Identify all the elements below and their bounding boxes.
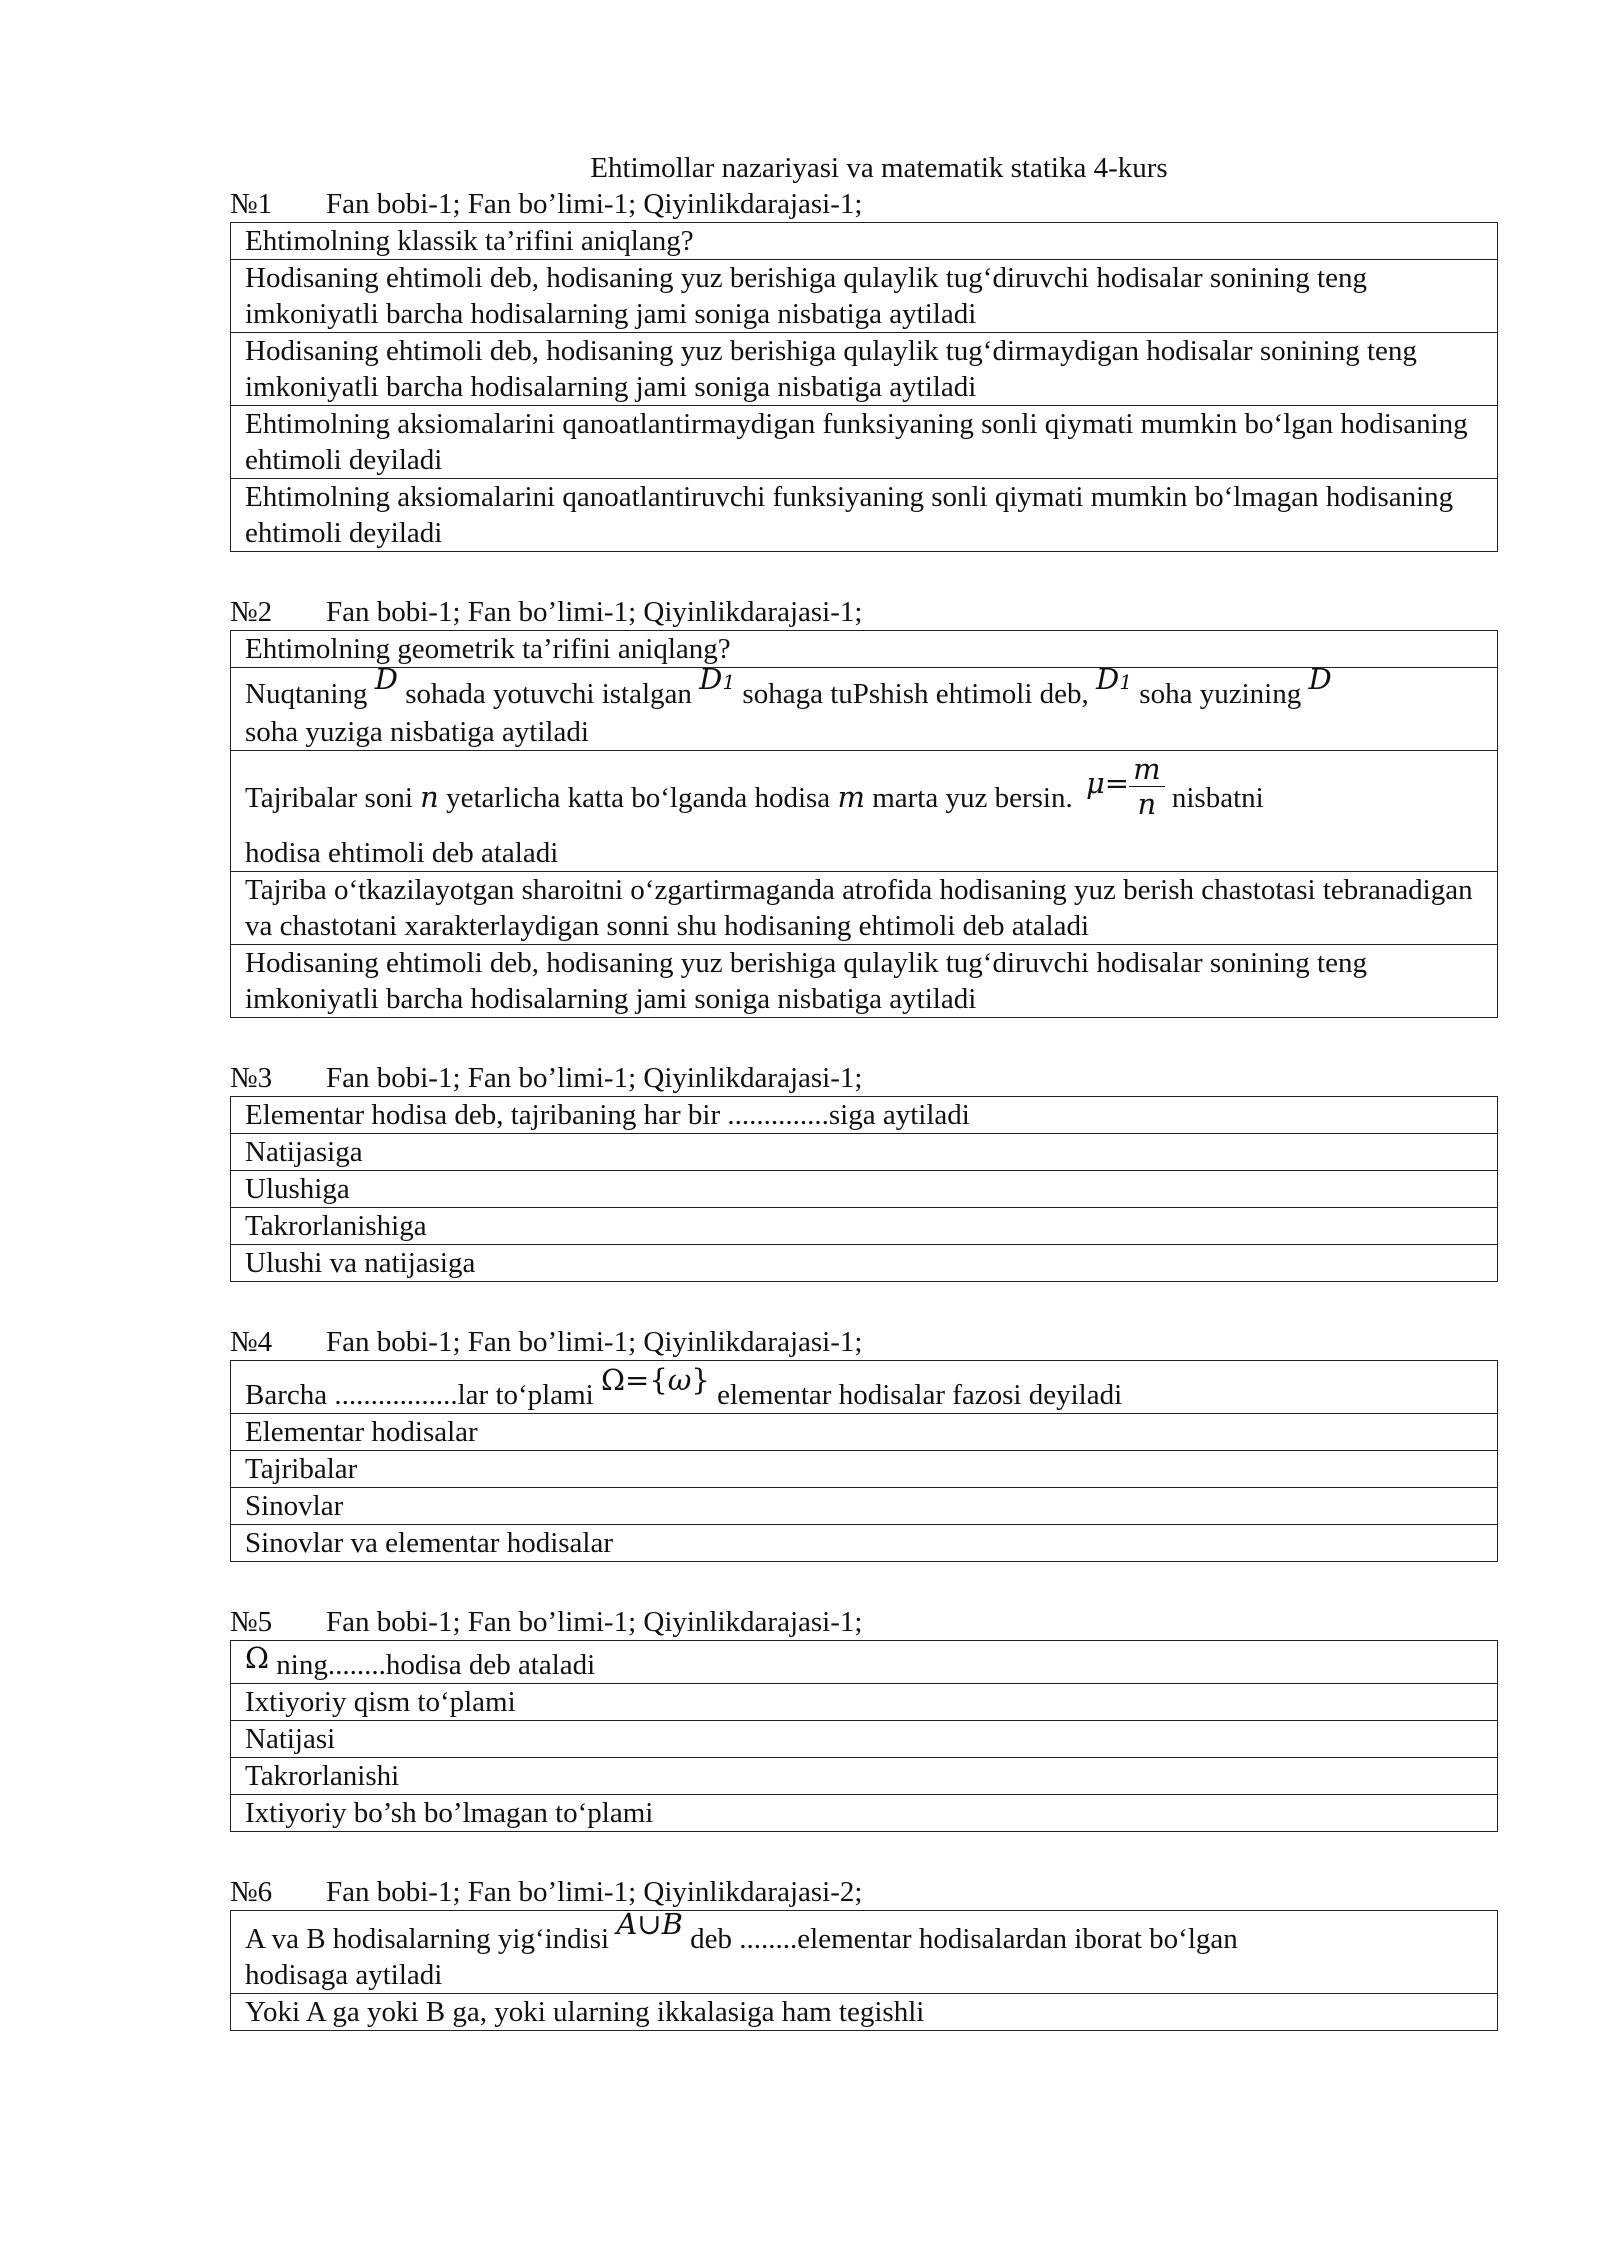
question-3 bbox=[230, 1060, 1498, 1282]
math-symbol: μ= bbox=[1085, 766, 1130, 801]
answer-option: Natijasi bbox=[231, 1721, 1498, 1758]
question-header bbox=[230, 1060, 1498, 1096]
question-1 bbox=[230, 186, 1498, 552]
question-meta: Fan bobi-1; Fan bo’limi-1; Qiyinlikdarajasi-1; bbox=[326, 188, 863, 220]
answer-text: yetarlicha katta bo‘lganda hodisa bbox=[446, 782, 831, 815]
answer-option bbox=[231, 751, 1498, 872]
answer-option: Sinovlar bbox=[231, 1488, 1498, 1525]
answer-option: Elementar hodisalar bbox=[231, 1414, 1498, 1451]
answer-option: Yoki A ga yoki B ga, yoki ularning ikkalasiga ham tegishli bbox=[231, 1994, 1498, 2031]
question-5 bbox=[230, 1604, 1498, 1832]
omega-set-formula: Ω={ω} bbox=[600, 1363, 710, 1397]
answer-option: Tajriba o‘tkazilayotgan sharoitni o‘zgartirmaganda atrofida hodisaning yuz berish chastotasi tebranadigan va chastotani xarakterlaydigan sonni shu hodisaning ehtimoli deb ataladi bbox=[231, 872, 1498, 945]
question-text: Ω ning........hodisa deb ataladi bbox=[231, 1641, 1498, 1684]
question-number: №5 bbox=[230, 1606, 273, 1638]
answer-option: Ulushiga bbox=[231, 1171, 1498, 1208]
question-2 bbox=[230, 594, 1498, 1018]
answer-text: sohaga tuPshish ehtimoli deb, bbox=[742, 678, 1089, 710]
question-6 bbox=[230, 1874, 1498, 2031]
question-4 bbox=[230, 1324, 1498, 1562]
math-symbol: D1 bbox=[699, 662, 736, 696]
answer-text: sohada yotuvchi istalgan bbox=[405, 678, 692, 710]
answer-option: Ehtimolning aksiomalarini qanoatlantiruvchi funksiyaning sonli qiymati mumkin bo‘lmagan hodisaning ehtimoli deyiladi bbox=[231, 479, 1498, 552]
question-text: Barcha .................lar to‘plami Ω={ω} elementar hodisalar fazosi deyiladi bbox=[231, 1361, 1498, 1414]
question-table bbox=[230, 1640, 1498, 1832]
answer-option: Takrorlanishi bbox=[231, 1758, 1498, 1795]
question-text: A va B hodisalarning yig‘indisi A∪B deb ........elementar hodisalardan iborat bo‘lgan hodisaga aytiladi bbox=[231, 1911, 1498, 1994]
answer-option: Hodisaning ehtimoli deb, hodisaning yuz berishiga qulaylik tug‘diruvchi hodisalar sonining teng imkoniyatli barcha hodisalarning jami soniga nisbatiga aytiladi bbox=[231, 945, 1498, 1018]
question-meta: Fan bobi-1; Fan bo’limi-1; Qiyinlikdarajasi-1; bbox=[326, 1326, 863, 1358]
answer-option: Hodisaning ehtimoli deb, hodisaning yuz berishiga qulaylik tug‘dirmaydigan hodisalar sonining teng imkoniyatli barcha hodisalarning jami soniga nisbatiga aytiladi bbox=[231, 333, 1498, 406]
answer-option: Natijasiga bbox=[231, 1134, 1498, 1171]
answer-option: Takrorlanishiga bbox=[231, 1208, 1498, 1245]
math-symbol: n bbox=[420, 780, 439, 815]
question-meta: Fan bobi-1; Fan bo’limi-1; Qiyinlikdarajasi-1; bbox=[326, 1062, 863, 1094]
answer-option: Ehtimolning aksiomalarini qanoatlantirmaydigan funksiyaning sonli qiymati mumkin bo‘lgan hodisaning ehtimoli deyiladi bbox=[231, 406, 1498, 479]
question-meta: Fan bobi-1; Fan bo’limi-1; Qiyinlikdarajasi-2; bbox=[326, 1876, 863, 1908]
question-meta: Fan bobi-1; Fan bo’limi-1; Qiyinlikdarajasi-1; bbox=[326, 1606, 863, 1638]
answer-option: Sinovlar va elementar hodisalar bbox=[231, 1525, 1498, 1562]
question-table bbox=[230, 222, 1498, 552]
question-number: №2 bbox=[230, 596, 273, 628]
answer-option: Ulushi va natijasiga bbox=[231, 1245, 1498, 1282]
document-page bbox=[230, 150, 1498, 2073]
math-symbol: m bbox=[837, 780, 865, 815]
question-table bbox=[230, 1907, 1498, 2031]
union-formula: A∪B bbox=[616, 1907, 683, 1941]
answer-text: Tajribalar soni bbox=[245, 782, 413, 815]
answer-text: marta yuz bersin. bbox=[872, 782, 1073, 815]
omega-symbol: Ω bbox=[245, 1641, 270, 1675]
math-symbol: D1 bbox=[1096, 662, 1133, 696]
answer-option bbox=[231, 662, 1498, 751]
question-table bbox=[230, 1360, 1498, 1562]
answer-text: soha yuziga nisbatiga aytiladi bbox=[245, 716, 589, 748]
question-text: Ehtimolning geometrik ta’rifini aniqlang? bbox=[231, 631, 1498, 668]
math-symbol: D bbox=[1308, 662, 1332, 696]
answer-option: Tajribalar bbox=[231, 1451, 1498, 1488]
question-number: №4 bbox=[230, 1326, 273, 1358]
question-number: №6 bbox=[230, 1876, 273, 1908]
question-text: Ehtimolning klassik ta’rifini aniqlang? bbox=[231, 223, 1498, 260]
question-header bbox=[230, 1604, 1498, 1640]
fraction-m-over-n: $\frac{m}{n}$ bbox=[1129, 752, 1165, 821]
question-table bbox=[230, 1096, 1498, 1282]
answer-text: soha yuzining bbox=[1139, 678, 1302, 710]
question-text: Elementar hodisa deb, tajribaning har bir ..............siga aytiladi bbox=[231, 1097, 1498, 1134]
document-title: Ehtimollar nazariyasi va matematik statika 4-kurs bbox=[590, 152, 1168, 184]
answer-text: hodisa ehtimoli deb ataladi bbox=[245, 837, 559, 869]
question-number: №3 bbox=[230, 1062, 273, 1094]
question-table bbox=[230, 630, 1498, 1018]
question-number: №1 bbox=[230, 188, 273, 220]
answer-option: Ixtiyoriy qism to‘plami bbox=[231, 1684, 1498, 1721]
question-header bbox=[230, 186, 1498, 222]
question-header bbox=[230, 594, 1498, 630]
answer-option: Ixtiyoriy bo’sh bo’lmagan to‘plami bbox=[231, 1795, 1498, 1832]
answer-text: nisbatni bbox=[1171, 782, 1264, 815]
question-header bbox=[230, 1324, 1498, 1360]
answer-text: Nuqtaning bbox=[245, 678, 368, 710]
math-symbol: D bbox=[374, 662, 398, 696]
question-header bbox=[230, 1874, 1498, 1910]
answer-option: Hodisaning ehtimoli deb, hodisaning yuz berishiga qulaylik tug‘diruvchi hodisalar sonining teng imkoniyatli barcha hodisalarning jami soniga nisbatiga aytiladi bbox=[231, 260, 1498, 333]
question-meta: Fan bobi-1; Fan bo’limi-1; Qiyinlikdarajasi-1; bbox=[326, 596, 863, 628]
